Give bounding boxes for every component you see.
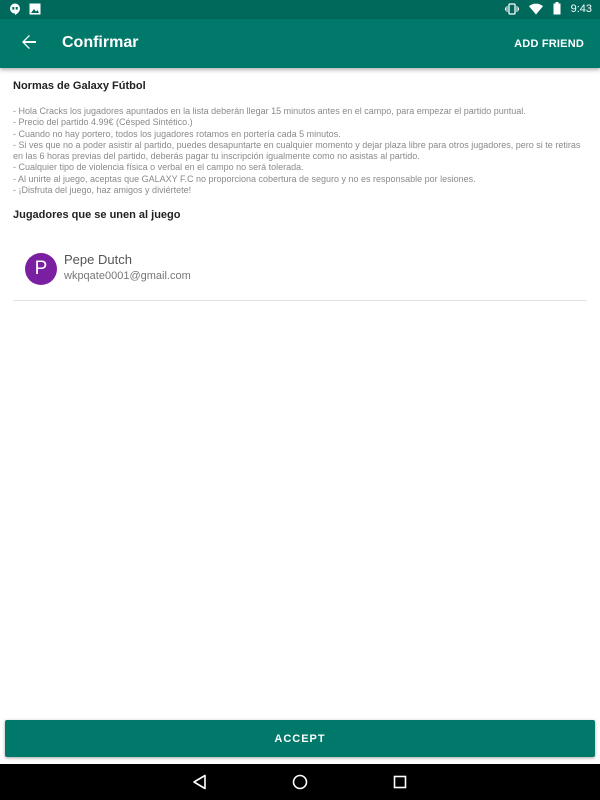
rules-line: - Hola Cracks los jugadores apuntados en la lista deberán llegar 15 minutos antes en el campo, para empezar el partido puntual. xyxy=(13,106,526,116)
players-title: Jugadores que se unen al juego xyxy=(13,209,181,222)
player-name: Pepe Dutch xyxy=(64,252,132,268)
arrow-back-icon xyxy=(21,34,37,55)
nav-home-icon[interactable] xyxy=(291,773,309,791)
main-content xyxy=(13,80,587,301)
app-bar xyxy=(0,19,600,68)
vibrate-icon xyxy=(505,3,519,15)
rules-line: - Precio del partido 4.99€ (Césped Sintético.) xyxy=(13,117,193,128)
navigation-bar xyxy=(0,764,600,800)
player-email: wkpqate0001@gmail.com xyxy=(64,270,191,283)
avatar: P xyxy=(25,253,57,285)
rules-title: Normas de Galaxy Fútbol xyxy=(13,80,146,92)
rules-line: - Cuando no hay portero, todos los jugadores rotamos en portería cada 5 minutos. xyxy=(13,128,341,139)
hangouts-icon xyxy=(9,3,21,15)
page-title: Confirmar xyxy=(62,34,139,51)
rules-line: - Si ves que no a poder asistir al partido, puedes desapuntarte en cualquier momento y dejar plaza libre para otros jugadores, pero si te retiras en las 6 horas previas del partido, deberás pagar tu inscripción igualmente como no asistas al partido. xyxy=(13,139,581,162)
wifi-icon xyxy=(529,3,543,15)
accept-button[interactable]: ACCEPT xyxy=(5,720,595,757)
rules-line: - Al unirte al juego, aceptas que GALAXY F.C no proporciona cobertura de seguro y no es responsable por lesiones. xyxy=(13,173,476,184)
rules-body xyxy=(13,106,587,196)
status-bar xyxy=(0,0,600,19)
nav-back-icon[interactable] xyxy=(191,773,209,791)
back-button[interactable] xyxy=(16,31,42,57)
image-icon xyxy=(29,3,41,15)
rules-line: - Cualquier tipo de violencia física o verbal en el campo no será tolerada. xyxy=(13,162,304,173)
player-list-item[interactable] xyxy=(13,225,587,301)
battery-icon xyxy=(553,2,561,15)
rules-line: - ¡Disfruta del juego, haz amigos y diviértete! xyxy=(13,185,192,196)
status-time: 9:43 xyxy=(570,2,592,15)
nav-recents-icon[interactable] xyxy=(391,773,409,791)
add-friend-button[interactable]: ADD FRIEND xyxy=(514,38,584,50)
